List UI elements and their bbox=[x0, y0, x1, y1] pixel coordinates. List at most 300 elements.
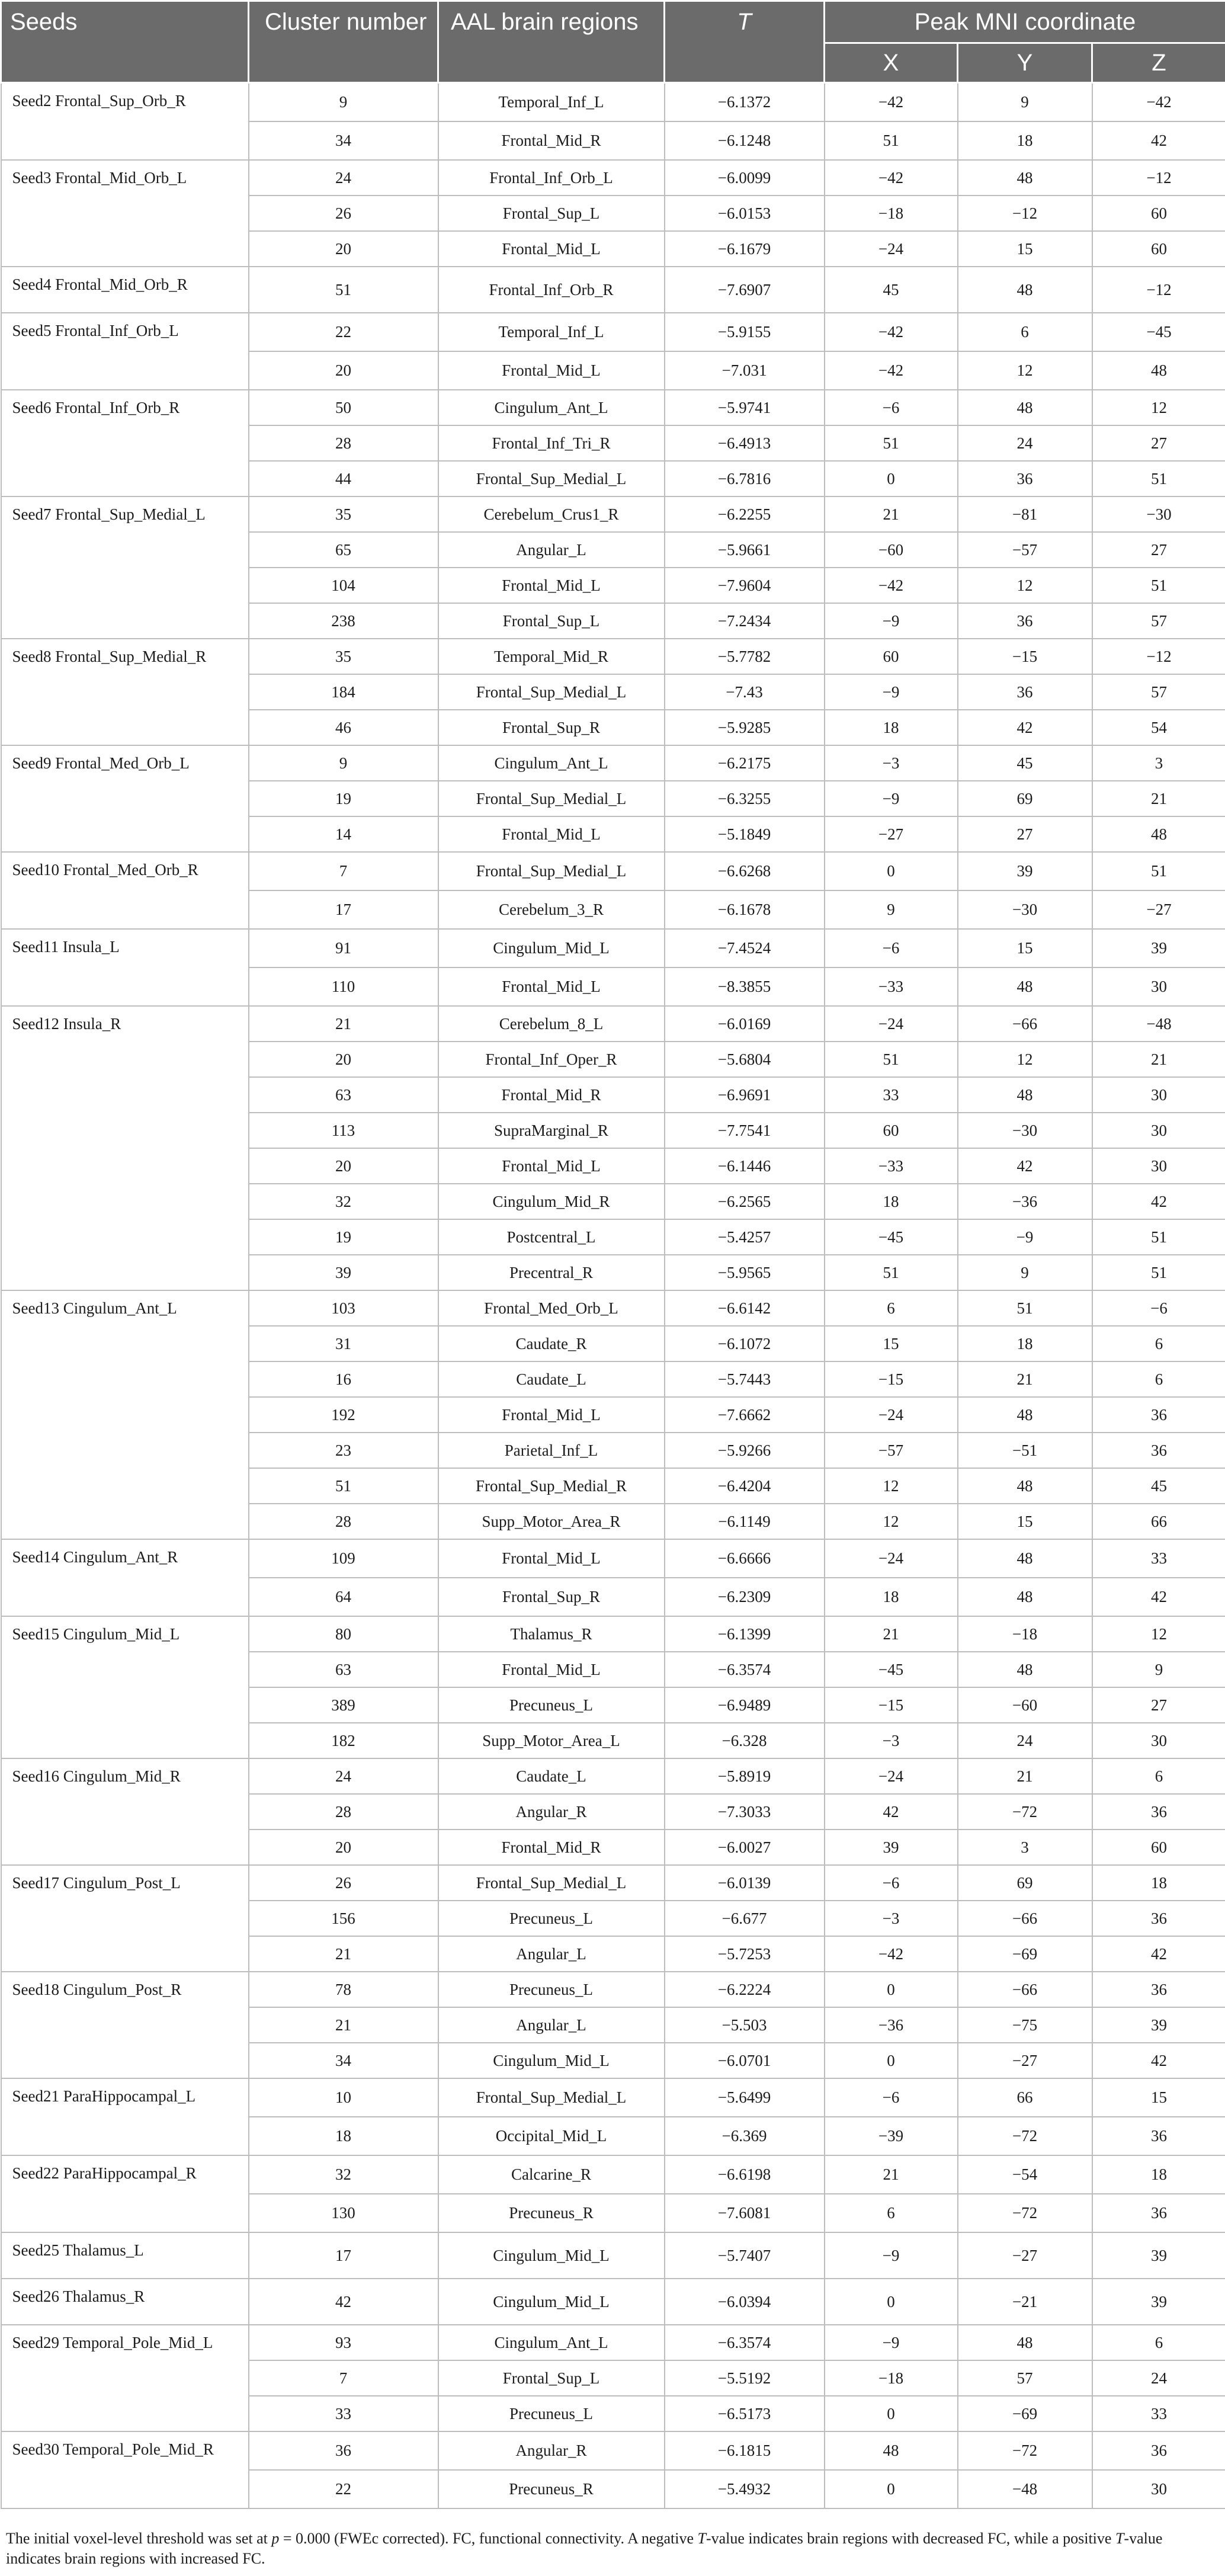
cluster-number-cell: 113 bbox=[249, 1113, 438, 1148]
aal-region-cell: Angular_L bbox=[438, 2007, 665, 2043]
mni-x-cell: −39 bbox=[825, 2117, 958, 2155]
aal-region-cell: Occipital_Mid_L bbox=[438, 2117, 665, 2155]
footnote-part4: -value indicates brain regions with increased FC. bbox=[6, 2530, 1163, 2567]
footnote-part2: = 0.000 (FWEc corrected). FC, functional connectivity. A negative bbox=[279, 2530, 698, 2547]
t-value-cell: −6.677 bbox=[665, 1901, 825, 1936]
mni-x-cell: 12 bbox=[825, 1468, 958, 1504]
seed-cell: Seed7 Frontal_Sup_Medial_L bbox=[1, 496, 249, 639]
cluster-number-cell: 26 bbox=[249, 196, 438, 231]
table-row bbox=[1, 390, 1225, 425]
aal-region-cell: Frontal_Sup_L bbox=[438, 196, 665, 231]
aal-region-cell: Cingulum_Ant_L bbox=[438, 745, 665, 781]
mni-x-cell: −42 bbox=[825, 351, 958, 390]
aal-region-cell: Frontal_Sup_L bbox=[438, 2360, 665, 2396]
mni-y-cell: 57 bbox=[958, 2360, 1092, 2396]
mni-z-cell: 60 bbox=[1092, 1830, 1225, 1865]
mni-x-cell: 0 bbox=[825, 2470, 958, 2508]
cluster-number-cell: 109 bbox=[249, 1539, 438, 1578]
mni-x-cell: 18 bbox=[825, 710, 958, 745]
mni-x-cell: 21 bbox=[825, 2155, 958, 2194]
aal-region-cell: Frontal_Mid_L bbox=[438, 1148, 665, 1184]
cluster-number-cell: 20 bbox=[249, 1042, 438, 1077]
mni-z-cell: 33 bbox=[1092, 2396, 1225, 2431]
mni-y-cell: 48 bbox=[958, 1397, 1092, 1433]
mni-z-cell: 42 bbox=[1092, 121, 1225, 160]
mni-x-cell: −3 bbox=[825, 1723, 958, 1758]
aal-region-cell: Frontal_Mid_L bbox=[438, 351, 665, 390]
mni-z-cell: 39 bbox=[1092, 2279, 1225, 2325]
aal-region-cell: Precentral_R bbox=[438, 1255, 665, 1290]
mni-z-cell: 42 bbox=[1092, 1936, 1225, 1972]
seed-cell: Seed8 Frontal_Sup_Medial_R bbox=[1, 639, 249, 745]
footnote-part3: -value indicates brain regions with decreased FC, while a positive bbox=[706, 2530, 1115, 2547]
t-value-cell: −5.6804 bbox=[665, 1042, 825, 1077]
table-row bbox=[1, 2325, 1225, 2360]
mni-y-cell: 24 bbox=[958, 425, 1092, 461]
mni-y-cell: 48 bbox=[958, 267, 1092, 313]
cluster-number-cell: 17 bbox=[249, 2232, 438, 2279]
cluster-number-cell: 22 bbox=[249, 2470, 438, 2508]
mni-z-cell: 39 bbox=[1092, 929, 1225, 967]
aal-region-cell: Frontal_Sup_L bbox=[438, 603, 665, 639]
table-row bbox=[1, 639, 1225, 674]
seed-cell: Seed10 Frontal_Med_Orb_R bbox=[1, 852, 249, 929]
aal-region-cell: Angular_L bbox=[438, 532, 665, 568]
mni-x-cell: 39 bbox=[825, 1830, 958, 1865]
aal-region-cell: Precuneus_R bbox=[438, 2470, 665, 2508]
mni-y-cell: −15 bbox=[958, 639, 1092, 674]
t-value-cell: −6.9691 bbox=[665, 1077, 825, 1113]
aal-region-cell: Supp_Motor_Area_L bbox=[438, 1723, 665, 1758]
cluster-number-cell: 78 bbox=[249, 1972, 438, 2007]
mni-x-cell: −15 bbox=[825, 1687, 958, 1723]
seed-cell: Seed25 Thalamus_L bbox=[1, 2232, 249, 2279]
mni-x-cell: 33 bbox=[825, 1077, 958, 1113]
mni-z-cell: 15 bbox=[1092, 2078, 1225, 2117]
cluster-number-cell: 63 bbox=[249, 1077, 438, 1113]
t-value-cell: −6.0027 bbox=[665, 1830, 825, 1865]
header-aal-regions: AAL brain regions bbox=[438, 1, 665, 83]
cluster-number-cell: 46 bbox=[249, 710, 438, 745]
cluster-number-cell: 20 bbox=[249, 1148, 438, 1184]
mni-z-cell: 30 bbox=[1092, 967, 1225, 1006]
t-value-cell: −7.4524 bbox=[665, 929, 825, 967]
mni-z-cell: 51 bbox=[1092, 568, 1225, 603]
table-row bbox=[1, 745, 1225, 781]
mni-x-cell: 18 bbox=[825, 1578, 958, 1616]
header-seeds: Seeds bbox=[1, 1, 249, 83]
table-row bbox=[1, 1539, 1225, 1578]
mni-y-cell: −57 bbox=[958, 532, 1092, 568]
aal-region-cell: Angular_R bbox=[438, 1794, 665, 1830]
mni-y-cell: 48 bbox=[958, 1539, 1092, 1578]
mni-x-cell: −3 bbox=[825, 745, 958, 781]
t-value-cell: −6.1815 bbox=[665, 2431, 825, 2470]
cluster-number-cell: 156 bbox=[249, 1901, 438, 1936]
mni-x-cell: 15 bbox=[825, 1326, 958, 1361]
aal-region-cell: Cingulum_Ant_L bbox=[438, 390, 665, 425]
aal-region-cell: Caudate_L bbox=[438, 1758, 665, 1794]
mni-z-cell: −48 bbox=[1092, 1006, 1225, 1042]
mni-z-cell: 6 bbox=[1092, 2325, 1225, 2360]
t-value-cell: −7.7541 bbox=[665, 1113, 825, 1148]
mni-x-cell: 51 bbox=[825, 121, 958, 160]
mni-y-cell: −48 bbox=[958, 2470, 1092, 2508]
aal-region-cell: Frontal_Sup_Medial_R bbox=[438, 1468, 665, 1504]
cluster-number-cell: 182 bbox=[249, 1723, 438, 1758]
table-row bbox=[1, 1616, 1225, 1652]
seed-cell: Seed6 Frontal_Inf_Orb_R bbox=[1, 390, 249, 496]
t-value-cell: −5.4257 bbox=[665, 1219, 825, 1255]
t-value-cell: −6.6666 bbox=[665, 1539, 825, 1578]
cluster-number-cell: 14 bbox=[249, 816, 438, 852]
mni-z-cell: 30 bbox=[1092, 1077, 1225, 1113]
mni-z-cell: −27 bbox=[1092, 890, 1225, 929]
mni-z-cell: 6 bbox=[1092, 1326, 1225, 1361]
cluster-number-cell: 26 bbox=[249, 1865, 438, 1901]
cluster-number-cell: 50 bbox=[249, 390, 438, 425]
mni-z-cell: 12 bbox=[1092, 1616, 1225, 1652]
mni-y-cell: 21 bbox=[958, 1361, 1092, 1397]
mni-x-cell: 0 bbox=[825, 852, 958, 890]
table-footnote bbox=[6, 2529, 1220, 2569]
mni-y-cell: −21 bbox=[958, 2279, 1092, 2325]
t-value-cell: −6.2255 bbox=[665, 496, 825, 532]
mni-z-cell: 36 bbox=[1092, 2194, 1225, 2232]
mni-x-cell: −6 bbox=[825, 2078, 958, 2117]
mni-x-cell: 21 bbox=[825, 496, 958, 532]
t-value-cell: −5.5192 bbox=[665, 2360, 825, 2396]
mni-x-cell: 51 bbox=[825, 425, 958, 461]
aal-region-cell: Postcentral_L bbox=[438, 1219, 665, 1255]
t-value-cell: −6.1399 bbox=[665, 1616, 825, 1652]
mni-y-cell: −36 bbox=[958, 1184, 1092, 1219]
table-row bbox=[1, 2279, 1225, 2325]
mni-x-cell: −42 bbox=[825, 568, 958, 603]
mni-z-cell: −45 bbox=[1092, 313, 1225, 351]
mni-z-cell: 30 bbox=[1092, 1148, 1225, 1184]
mni-y-cell: 66 bbox=[958, 2078, 1092, 2117]
aal-region-cell: Supp_Motor_Area_R bbox=[438, 1504, 665, 1539]
seed-cell: Seed18 Cingulum_Post_R bbox=[1, 1972, 249, 2078]
mni-y-cell: −30 bbox=[958, 1113, 1092, 1148]
cluster-number-cell: 65 bbox=[249, 532, 438, 568]
mni-z-cell: 36 bbox=[1092, 1972, 1225, 2007]
cluster-number-cell: 7 bbox=[249, 2360, 438, 2396]
mni-y-cell: −18 bbox=[958, 1616, 1092, 1652]
mni-z-cell: −12 bbox=[1092, 639, 1225, 674]
cluster-number-cell: 80 bbox=[249, 1616, 438, 1652]
t-value-cell: −6.7816 bbox=[665, 461, 825, 496]
mni-y-cell: 15 bbox=[958, 929, 1092, 967]
cluster-number-cell: 104 bbox=[249, 568, 438, 603]
cluster-number-cell: 64 bbox=[249, 1578, 438, 1616]
mni-y-cell: −12 bbox=[958, 196, 1092, 231]
mni-y-cell: −69 bbox=[958, 2396, 1092, 2431]
mni-x-cell: 0 bbox=[825, 2043, 958, 2078]
cluster-number-cell: 7 bbox=[249, 852, 438, 890]
mni-y-cell: 18 bbox=[958, 121, 1092, 160]
t-value-cell: −7.031 bbox=[665, 351, 825, 390]
t-value-cell: −6.6198 bbox=[665, 2155, 825, 2194]
mni-z-cell: 36 bbox=[1092, 1794, 1225, 1830]
t-value-cell: −6.2175 bbox=[665, 745, 825, 781]
mni-z-cell: 51 bbox=[1092, 852, 1225, 890]
cluster-number-cell: 20 bbox=[249, 351, 438, 390]
aal-region-cell: Cingulum_Mid_L bbox=[438, 2279, 665, 2325]
mni-z-cell: 51 bbox=[1092, 1255, 1225, 1290]
seed-cell: Seed15 Cingulum_Mid_L bbox=[1, 1616, 249, 1758]
mni-z-cell: 36 bbox=[1092, 1397, 1225, 1433]
seed-cell: Seed2 Frontal_Sup_Orb_R bbox=[1, 83, 249, 161]
table-row bbox=[1, 2431, 1225, 2470]
mni-y-cell: 15 bbox=[958, 231, 1092, 267]
table-row bbox=[1, 496, 1225, 532]
mni-x-cell: −45 bbox=[825, 1219, 958, 1255]
seed-cell: Seed5 Frontal_Inf_Orb_L bbox=[1, 313, 249, 390]
t-value-cell: −6.1679 bbox=[665, 231, 825, 267]
t-value-cell: −5.7443 bbox=[665, 1361, 825, 1397]
t-value-cell: −6.369 bbox=[665, 2117, 825, 2155]
mni-z-cell: 48 bbox=[1092, 816, 1225, 852]
aal-region-cell: SupraMarginal_R bbox=[438, 1113, 665, 1148]
mni-x-cell: −45 bbox=[825, 1652, 958, 1687]
cluster-number-cell: 21 bbox=[249, 2007, 438, 2043]
mni-x-cell: 51 bbox=[825, 1042, 958, 1077]
aal-region-cell: Cerebelum_Crus1_R bbox=[438, 496, 665, 532]
seed-cell: Seed16 Cingulum_Mid_R bbox=[1, 1758, 249, 1865]
table-row bbox=[1, 160, 1225, 196]
t-value-cell: −6.2309 bbox=[665, 1578, 825, 1616]
aal-region-cell: Frontal_Inf_Tri_R bbox=[438, 425, 665, 461]
aal-region-cell: Temporal_Inf_L bbox=[438, 83, 665, 122]
aal-region-cell: Calcarine_R bbox=[438, 2155, 665, 2194]
mni-z-cell: −30 bbox=[1092, 496, 1225, 532]
mni-x-cell: 9 bbox=[825, 890, 958, 929]
cluster-number-cell: 36 bbox=[249, 2431, 438, 2470]
cluster-number-cell: 63 bbox=[249, 1652, 438, 1687]
t-value-cell: −6.1446 bbox=[665, 1148, 825, 1184]
t-value-cell: −6.4204 bbox=[665, 1468, 825, 1504]
aal-region-cell: Frontal_Mid_L bbox=[438, 231, 665, 267]
mni-z-cell: 36 bbox=[1092, 1901, 1225, 1936]
cluster-number-cell: 31 bbox=[249, 1326, 438, 1361]
t-value-cell: −6.1149 bbox=[665, 1504, 825, 1539]
t-value-cell: −6.0169 bbox=[665, 1006, 825, 1042]
t-value-cell: −6.5173 bbox=[665, 2396, 825, 2431]
footnote-part1: The initial voxel-level threshold was set at bbox=[6, 2530, 272, 2547]
mni-x-cell: −24 bbox=[825, 231, 958, 267]
mni-x-cell: −18 bbox=[825, 196, 958, 231]
footnote-p-symbol: p bbox=[271, 2530, 280, 2547]
t-value-cell: −5.1849 bbox=[665, 816, 825, 852]
cluster-number-cell: 16 bbox=[249, 1361, 438, 1397]
aal-region-cell: Frontal_Mid_R bbox=[438, 121, 665, 160]
t-value-cell: −6.1248 bbox=[665, 121, 825, 160]
aal-region-cell: Thalamus_R bbox=[438, 1616, 665, 1652]
cluster-number-cell: 28 bbox=[249, 1794, 438, 1830]
aal-region-cell: Temporal_Mid_R bbox=[438, 639, 665, 674]
cluster-number-cell: 32 bbox=[249, 2155, 438, 2194]
mni-y-cell: 48 bbox=[958, 1652, 1092, 1687]
aal-region-cell: Frontal_Mid_R bbox=[438, 1830, 665, 1865]
t-value-cell: −6.4913 bbox=[665, 425, 825, 461]
mni-x-cell: −24 bbox=[825, 1006, 958, 1042]
seed-cell: Seed9 Frontal_Med_Orb_L bbox=[1, 745, 249, 852]
aal-region-cell: Cingulum_Mid_L bbox=[438, 2232, 665, 2279]
mni-x-cell: −42 bbox=[825, 313, 958, 351]
table-header bbox=[1, 1, 1225, 83]
mni-y-cell: −69 bbox=[958, 1936, 1092, 1972]
mni-y-cell: 69 bbox=[958, 1865, 1092, 1901]
mni-y-cell: 39 bbox=[958, 852, 1092, 890]
mni-y-cell: −72 bbox=[958, 2117, 1092, 2155]
aal-region-cell: Frontal_Sup_R bbox=[438, 710, 665, 745]
mni-y-cell: −30 bbox=[958, 890, 1092, 929]
table-row bbox=[1, 1972, 1225, 2007]
aal-region-cell: Frontal_Sup_Medial_L bbox=[438, 674, 665, 710]
mni-z-cell: 57 bbox=[1092, 674, 1225, 710]
mni-y-cell: −81 bbox=[958, 496, 1092, 532]
t-value-cell: −6.3574 bbox=[665, 1652, 825, 1687]
aal-region-cell: Frontal_Mid_L bbox=[438, 568, 665, 603]
t-value-cell: −7.6081 bbox=[665, 2194, 825, 2232]
mni-z-cell: 30 bbox=[1092, 2470, 1225, 2508]
mni-y-cell: −66 bbox=[958, 1972, 1092, 2007]
t-value-cell: −5.7782 bbox=[665, 639, 825, 674]
seed-cell: Seed3 Frontal_Mid_Orb_L bbox=[1, 160, 249, 267]
mni-y-cell: −75 bbox=[958, 2007, 1092, 2043]
aal-region-cell: Caudate_L bbox=[438, 1361, 665, 1397]
seed-cell: Seed13 Cingulum_Ant_L bbox=[1, 1290, 249, 1539]
t-value-cell: −5.4932 bbox=[665, 2470, 825, 2508]
mni-x-cell: −6 bbox=[825, 929, 958, 967]
t-value-cell: −7.43 bbox=[665, 674, 825, 710]
table-row bbox=[1, 1290, 1225, 1326]
mni-x-cell: 45 bbox=[825, 267, 958, 313]
t-value-cell: −7.2434 bbox=[665, 603, 825, 639]
mni-y-cell: −66 bbox=[958, 1901, 1092, 1936]
mni-x-cell: −42 bbox=[825, 83, 958, 122]
mni-y-cell: 48 bbox=[958, 1077, 1092, 1113]
t-value-cell: −6.0153 bbox=[665, 196, 825, 231]
mni-x-cell: −9 bbox=[825, 781, 958, 816]
mni-z-cell: 42 bbox=[1092, 1184, 1225, 1219]
mni-y-cell: 9 bbox=[958, 1255, 1092, 1290]
cluster-number-cell: 51 bbox=[249, 1468, 438, 1504]
seed-cell: Seed11 Insula_L bbox=[1, 929, 249, 1006]
t-value-cell: −6.0099 bbox=[665, 160, 825, 196]
t-value-cell: −5.7253 bbox=[665, 1936, 825, 1972]
t-value-cell: −6.2224 bbox=[665, 1972, 825, 2007]
mni-z-cell: 51 bbox=[1092, 1219, 1225, 1255]
t-value-cell: −5.9565 bbox=[665, 1255, 825, 1290]
footnote-t-symbol-2: T bbox=[1115, 2530, 1124, 2547]
cluster-number-cell: 103 bbox=[249, 1290, 438, 1326]
mni-x-cell: −36 bbox=[825, 2007, 958, 2043]
header-peak-mni: Peak MNI coordinate bbox=[825, 1, 1225, 43]
mni-x-cell: −9 bbox=[825, 2232, 958, 2279]
mni-x-cell: −60 bbox=[825, 532, 958, 568]
aal-region-cell: Frontal_Mid_L bbox=[438, 1539, 665, 1578]
mni-x-cell: −33 bbox=[825, 967, 958, 1006]
aal-region-cell: Frontal_Sup_R bbox=[438, 1578, 665, 1616]
mni-z-cell: 45 bbox=[1092, 1468, 1225, 1504]
mni-z-cell: 18 bbox=[1092, 2155, 1225, 2194]
table-row bbox=[1, 83, 1225, 122]
cluster-number-cell: 28 bbox=[249, 1504, 438, 1539]
mni-y-cell: 12 bbox=[958, 1042, 1092, 1077]
mni-z-cell: 27 bbox=[1092, 532, 1225, 568]
mni-x-cell: −9 bbox=[825, 674, 958, 710]
mni-x-cell: −24 bbox=[825, 1758, 958, 1794]
cluster-number-cell: 130 bbox=[249, 2194, 438, 2232]
mni-z-cell: 36 bbox=[1092, 2117, 1225, 2155]
aal-region-cell: Frontal_Sup_Medial_L bbox=[438, 1865, 665, 1901]
cluster-number-cell: 32 bbox=[249, 1184, 438, 1219]
t-value-cell: −7.9604 bbox=[665, 568, 825, 603]
mni-x-cell: −42 bbox=[825, 160, 958, 196]
mni-y-cell: 36 bbox=[958, 461, 1092, 496]
cluster-number-cell: 93 bbox=[249, 2325, 438, 2360]
cluster-number-cell: 28 bbox=[249, 425, 438, 461]
table-row bbox=[1, 852, 1225, 890]
t-value-cell: −7.6907 bbox=[665, 267, 825, 313]
cluster-number-cell: 44 bbox=[249, 461, 438, 496]
mni-x-cell: −24 bbox=[825, 1539, 958, 1578]
seed-cell: Seed4 Frontal_Mid_Orb_R bbox=[1, 267, 249, 313]
aal-region-cell: Cingulum_Mid_R bbox=[438, 1184, 665, 1219]
cluster-number-cell: 23 bbox=[249, 1433, 438, 1468]
cluster-number-cell: 20 bbox=[249, 231, 438, 267]
mni-z-cell: 48 bbox=[1092, 351, 1225, 390]
t-value-cell: −5.9266 bbox=[665, 1433, 825, 1468]
aal-region-cell: Cingulum_Mid_L bbox=[438, 929, 665, 967]
mni-x-cell: 60 bbox=[825, 639, 958, 674]
t-value-cell: −5.9661 bbox=[665, 532, 825, 568]
mni-y-cell: 48 bbox=[958, 160, 1092, 196]
t-value-cell: −6.9489 bbox=[665, 1687, 825, 1723]
aal-region-cell: Frontal_Inf_Orb_L bbox=[438, 160, 665, 196]
mni-x-cell: −6 bbox=[825, 1865, 958, 1901]
table-row bbox=[1, 929, 1225, 967]
mni-z-cell: 30 bbox=[1092, 1723, 1225, 1758]
aal-region-cell: Cingulum_Mid_L bbox=[438, 2043, 665, 2078]
mni-z-cell: −42 bbox=[1092, 83, 1225, 122]
mni-z-cell: 66 bbox=[1092, 1504, 1225, 1539]
mni-y-cell: 3 bbox=[958, 1830, 1092, 1865]
seed-cell: Seed29 Temporal_Pole_Mid_L bbox=[1, 2325, 249, 2431]
seed-cell: Seed21 ParaHippocampal_L bbox=[1, 2078, 249, 2155]
t-value-cell: −7.6662 bbox=[665, 1397, 825, 1433]
header-y: Y bbox=[958, 43, 1092, 83]
mni-x-cell: 48 bbox=[825, 2431, 958, 2470]
mni-y-cell: −72 bbox=[958, 2431, 1092, 2470]
mni-y-cell: 48 bbox=[958, 1578, 1092, 1616]
mni-y-cell: 6 bbox=[958, 313, 1092, 351]
cluster-number-cell: 110 bbox=[249, 967, 438, 1006]
aal-region-cell: Frontal_Sup_Medial_L bbox=[438, 852, 665, 890]
header-z: Z bbox=[1092, 43, 1225, 83]
mni-x-cell: −3 bbox=[825, 1901, 958, 1936]
mni-y-cell: −66 bbox=[958, 1006, 1092, 1042]
cluster-number-cell: 39 bbox=[249, 1255, 438, 1290]
mni-y-cell: 45 bbox=[958, 745, 1092, 781]
mni-x-cell: 18 bbox=[825, 1184, 958, 1219]
t-value-cell: −5.6499 bbox=[665, 2078, 825, 2117]
mni-x-cell: −24 bbox=[825, 1397, 958, 1433]
aal-region-cell: Frontal_Sup_Medial_L bbox=[438, 461, 665, 496]
